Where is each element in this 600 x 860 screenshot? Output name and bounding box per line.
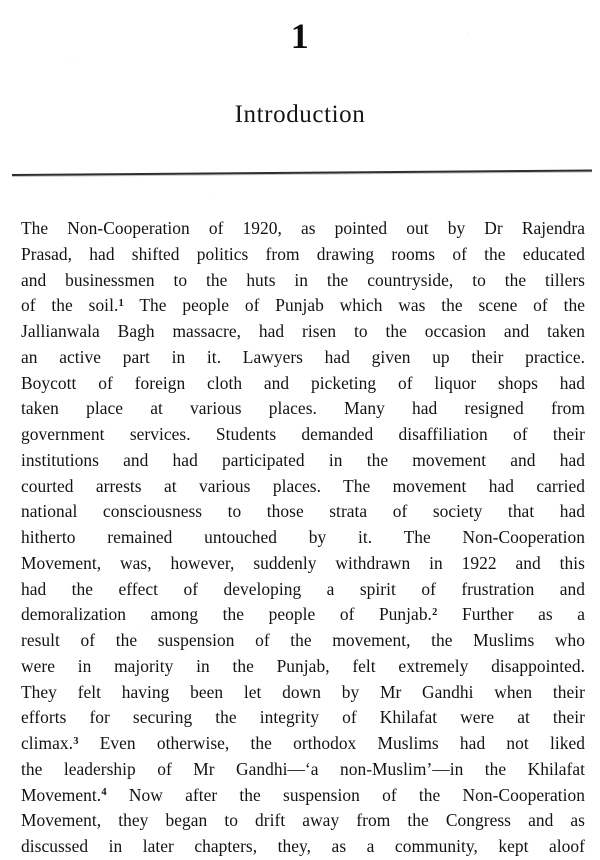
page-title: Introduction: [234, 101, 366, 128]
text-line: the leadership of Mr Gandhi—‘a non-Muslim’—in the Khilafat: [21, 758, 585, 779]
text-line: result of the suspension of the movement, the Muslims who: [21, 630, 585, 650]
text-line: had the effect of developing a spirit of frustration and: [21, 578, 585, 599]
header-divider: [12, 168, 592, 182]
footnote-marker-1: 1: [118, 297, 124, 309]
line-segment: of the soil.: [21, 295, 119, 316]
line-segment: Movement.: [21, 784, 102, 805]
chapter-header: [0, 0, 600, 130]
footnote-marker-2: 2: [432, 606, 438, 618]
text-line: Movement, was, however, suddenly withdrawn in 1922 and this: [21, 552, 585, 573]
text-line: hitherto remained untouched by it. The Non-Cooperation: [21, 527, 585, 547]
line-segment: climax.: [21, 733, 74, 753]
text-line: [21, 602, 585, 628]
body-text: [21, 216, 585, 860]
line-segment: Now after the suspension of the Non-Cooperation: [106, 784, 585, 805]
text-line: They felt having been let down by Mr Gandhi when their: [21, 681, 585, 702]
text-line: courted arrests at various places. The movement had carried: [21, 475, 585, 496]
line-segment: The people of Punjab which was the scene of the: [123, 295, 585, 316]
text-line: [21, 731, 585, 757]
text-line: Prasad, had shifted politics from drawing rooms of the educated: [21, 243, 585, 264]
text-line: [21, 783, 585, 809]
text-line: and businessmen to the huts in the countryside, to the tillers: [21, 269, 585, 290]
text-line: Boycott of foreign cloth and picketing of liquor shops had: [21, 372, 585, 393]
text-line: [21, 293, 585, 319]
line-segment: Even otherwise, the orthodox Muslims had not liked: [78, 733, 585, 753]
text-line: discussed in later chapters, they, as a community, kept aloof: [21, 836, 585, 856]
text-line: national consciousness to those strata of society that had: [21, 501, 585, 522]
text-line: The Non-Cooperation of 1920, as pointed out by Dr Rajendra: [21, 218, 585, 238]
text-line: an active part in it. Lawyers had given up their practice.: [21, 346, 585, 367]
line-segment: Further as a: [437, 604, 586, 625]
footnote-marker-4: 4: [101, 787, 107, 799]
text-line: were in majority in the Punjab, felt extremely disappointed.: [21, 655, 585, 676]
chapter-number: 1: [290, 16, 310, 56]
text-line: Movement, they began to drift away from the Congress and as: [21, 810, 585, 831]
text-line: government services. Students demanded disaffiliation of their: [21, 424, 585, 444]
text-line: institutions and had participated in the movement and had: [21, 449, 585, 470]
line-segment: demoralization among the people of Punjab.: [21, 604, 432, 625]
text-line: efforts for securing the integrity of Khilafat were at their: [21, 707, 585, 728]
footnote-marker-3: 3: [73, 735, 79, 747]
text-line: Jallianwala Bagh massacre, had risen to the occasion and taken: [21, 321, 585, 341]
text-line: taken place at various places. Many had resigned from: [21, 398, 585, 419]
